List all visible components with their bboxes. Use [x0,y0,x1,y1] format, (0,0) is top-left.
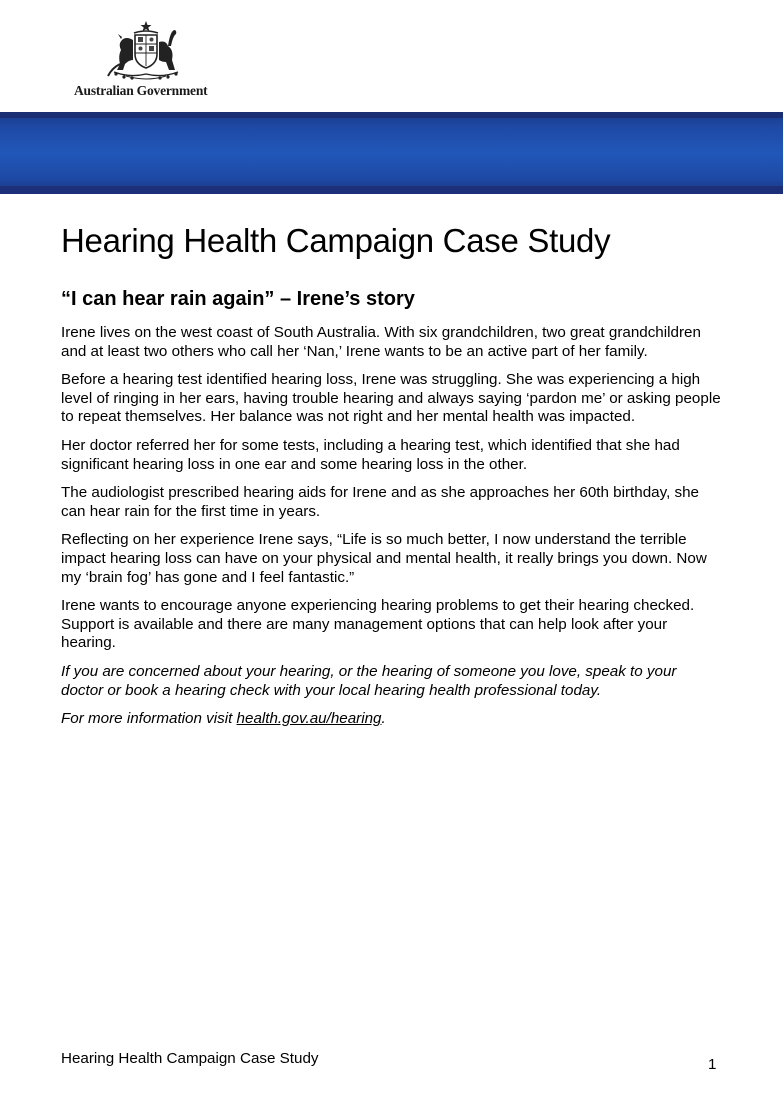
paragraph-encourage: Irene wants to encourage anyone experiencing hearing problems to get their hearing checked. Support is available and there are many management options that can help look after your hearing. [61,597,695,652]
health-website-link[interactable]: health.gov.au/hearing [236,710,382,728]
footer-title: Hearing Health Campaign Case Study [61,1050,319,1067]
page-number: 1 [708,1056,717,1073]
header-band-bottom-stripe [0,186,783,194]
paragraph-reflection: Reflecting on her experience Irene says, “Life is so much better, I now understand the terrible impact hearing loss can have on your physical and mental health, it really brings you down. Now my ‘brain fog’ has gone and I feel fantastic.” [61,531,707,586]
more-info-prefix: For more information visit [61,710,237,728]
paragraph-intro: Irene lives on the west coast of South Australia. With six grandchildren, two great grandchildren and at least two others who call her ‘Nan,’ Irene wants to be an active part of her family. [61,324,701,360]
header [0,0,783,112]
more-info [61,710,721,729]
header-band-top-stripe [0,112,783,118]
paragraph-audiologist: The audiologist prescribed hearing aids for Irene and as she approaches her 60th birthday, she can hear rain for the first time in years. [61,484,699,520]
page-title: Hearing Health Campaign Case Study [61,222,611,259]
story-heading: “I can hear rain again” – Irene’s story [61,288,415,310]
government-name: Australian Government [74,83,208,98]
paragraph-doctor: Her doctor referred her for some tests, including a hearing test, which identified that she had significant hearing loss in one ear and some hearing loss in the other. [61,436,680,473]
call-to-action: If you are concerned about your hearing, or the hearing of someone you love, speak to your doctor or book a hearing check with your local hearing health professional today. [61,662,677,699]
document-body [61,220,721,729]
header-band [0,112,783,194]
more-info-suffix: . [381,710,386,728]
paragraph-struggle: Before a hearing test identified hearing loss, Irene was struggling. She was experiencing a high level of ringing in her ears, having trouble hearing and always saying ‘pardon me’ or asking people to repeat themselves. Her balance was not right and her mental health was impacted. [61,371,721,426]
coat-of-arms-icon [104,20,188,82]
